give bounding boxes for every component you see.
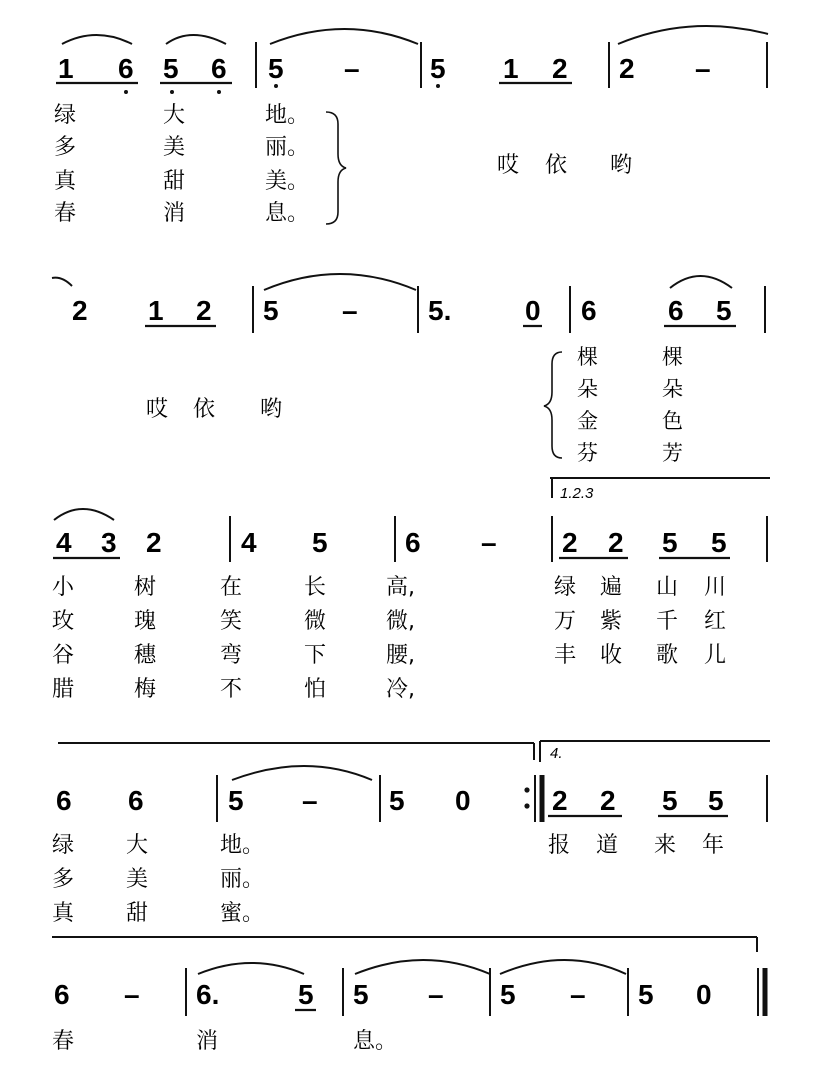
dot xyxy=(217,90,221,94)
lyric: 红 xyxy=(704,609,727,634)
lyric: 年 xyxy=(702,833,725,858)
lyric: 美。 xyxy=(265,169,310,194)
lyric: 芬 xyxy=(577,441,598,465)
lyric: 报 xyxy=(548,833,571,858)
lyric: 梅 xyxy=(134,677,157,702)
note: 1 xyxy=(58,53,74,84)
lyric: 真 xyxy=(54,169,77,194)
note: 5 xyxy=(298,979,314,1010)
refrain-lyric: 哎 xyxy=(497,153,520,178)
slur xyxy=(618,26,768,44)
lyric: 蜜。 xyxy=(220,901,265,926)
note: 2 xyxy=(619,53,635,84)
lyric: 小 xyxy=(52,575,75,600)
lyric: 道 xyxy=(596,833,619,858)
lyric: 大 xyxy=(126,833,149,858)
lyric: 穗 xyxy=(134,643,157,668)
system-4 xyxy=(52,741,770,926)
refrain-lyric: 哎 xyxy=(146,397,169,422)
dot xyxy=(124,90,128,94)
lyric: 棵 xyxy=(577,345,598,369)
lyric: 丽。 xyxy=(220,867,265,892)
left-brace xyxy=(544,352,562,458)
refrain-lyric: 依 xyxy=(193,397,216,422)
tie-continuation xyxy=(52,278,72,286)
slur xyxy=(198,963,304,974)
lyric: 消 xyxy=(196,1029,219,1054)
note: 2 xyxy=(562,527,578,558)
note: 5 xyxy=(430,53,446,84)
lyric: 微, xyxy=(386,609,415,634)
lyric: 微 xyxy=(304,609,327,634)
note: 0 xyxy=(525,295,541,326)
lyric: 绿 xyxy=(54,103,77,128)
lyric: 棵 xyxy=(662,345,683,369)
lyric: 紫 xyxy=(600,609,623,634)
note: – xyxy=(342,295,358,326)
lyric: 长 xyxy=(304,575,327,600)
lyric: 绿 xyxy=(554,575,577,600)
note: 5. xyxy=(428,295,452,326)
dot xyxy=(274,84,278,88)
lyric: 朵 xyxy=(577,377,598,401)
note: 6 xyxy=(128,785,144,816)
slur xyxy=(54,509,114,520)
note: 5 xyxy=(662,527,678,558)
note: 5 xyxy=(708,785,724,816)
lyric: 美 xyxy=(163,135,186,160)
lyric: 朵 xyxy=(662,377,683,401)
note: 2 xyxy=(72,295,88,326)
note: 5 xyxy=(711,527,727,558)
note: 2 xyxy=(608,527,624,558)
note: 5 xyxy=(716,295,732,326)
lyric: 春 xyxy=(52,1029,75,1054)
lyric: 春 xyxy=(54,201,77,226)
note: 2 xyxy=(552,785,568,816)
refrain-lyric: 哟 xyxy=(260,397,283,422)
lyric: 金 xyxy=(577,409,598,433)
note: – xyxy=(124,979,140,1010)
lyric: 丰 xyxy=(554,643,577,668)
lyric: 甜 xyxy=(126,901,149,926)
lyric: 息。 xyxy=(265,201,310,226)
note: – xyxy=(481,527,497,558)
lyric: 下 xyxy=(304,643,327,668)
note: 5 xyxy=(163,53,179,84)
right-brace xyxy=(326,112,346,224)
note: 5 xyxy=(228,785,244,816)
dot xyxy=(170,90,174,94)
note: 2 xyxy=(146,527,162,558)
lyric: 大 xyxy=(163,103,186,128)
lyric: 高, xyxy=(386,575,415,600)
lyric: 真 xyxy=(52,901,75,926)
slur xyxy=(232,766,372,780)
lyric: 美 xyxy=(126,867,149,892)
note: – xyxy=(570,979,586,1010)
note: 0 xyxy=(455,785,471,816)
note: 5 xyxy=(312,527,328,558)
system-3 xyxy=(52,478,770,702)
note: 0 xyxy=(696,979,712,1010)
note: 6. xyxy=(196,979,220,1010)
note: 5 xyxy=(500,979,516,1010)
note: – xyxy=(302,785,318,816)
lyric: 色 xyxy=(662,409,683,433)
lyric: 弯 xyxy=(220,643,243,668)
lyric: 川 xyxy=(704,575,727,600)
lyric: 腊 xyxy=(52,677,75,702)
lyric: 儿 xyxy=(704,643,727,668)
note: 6 xyxy=(56,785,72,816)
lyric: 丽。 xyxy=(265,135,310,160)
note: 5 xyxy=(638,979,654,1010)
slur xyxy=(355,960,490,974)
note: 1 xyxy=(503,53,519,84)
note: 6 xyxy=(581,295,597,326)
lyric: 瑰 xyxy=(134,609,157,634)
note: 5 xyxy=(268,53,284,84)
slur xyxy=(500,960,626,974)
lyric: 笑 xyxy=(220,609,243,634)
note: 3 xyxy=(101,527,117,558)
repeat-dot xyxy=(524,803,529,808)
lyric: 收 xyxy=(600,643,623,668)
note: 2 xyxy=(196,295,212,326)
lyric: 地。 xyxy=(220,833,265,858)
note: 1 xyxy=(148,295,164,326)
lyric: 绿 xyxy=(52,833,75,858)
lyric: 树 xyxy=(134,575,157,600)
lyric: 冷, xyxy=(386,677,415,702)
dot xyxy=(436,84,440,88)
note: 6 xyxy=(54,979,70,1010)
note: 5 xyxy=(662,785,678,816)
lyric: 甜 xyxy=(163,169,186,194)
lyric: 怕 xyxy=(304,677,327,702)
lyric: 消 xyxy=(163,201,186,226)
slur xyxy=(670,276,732,288)
note: 5 xyxy=(263,295,279,326)
system-2 xyxy=(52,274,765,465)
system-5 xyxy=(52,937,765,1054)
lyric: 玫 xyxy=(52,609,75,634)
lyric: 在 xyxy=(220,575,243,600)
slur xyxy=(264,274,416,290)
note: – xyxy=(695,53,711,84)
refrain-lyric: 哟 xyxy=(610,153,633,178)
lyric: 息。 xyxy=(353,1029,398,1054)
lyric: 地。 xyxy=(265,103,310,128)
note: 2 xyxy=(600,785,616,816)
lyric: 来 xyxy=(654,833,677,858)
slur xyxy=(166,35,226,44)
volta-label: 4. xyxy=(550,745,563,762)
slur xyxy=(62,35,132,44)
note: – xyxy=(428,979,444,1010)
note: 4 xyxy=(241,527,257,558)
note: 6 xyxy=(118,53,134,84)
note: 2 xyxy=(552,53,568,84)
repeat-dot xyxy=(524,787,529,792)
note: 6 xyxy=(211,53,227,84)
lyric: 千 xyxy=(656,609,679,634)
lyric: 多 xyxy=(52,867,75,892)
lyric: 遍 xyxy=(600,575,623,600)
note: 6 xyxy=(668,295,684,326)
lyric: 腰, xyxy=(386,643,415,668)
lyric: 谷 xyxy=(52,643,75,668)
note: 4 xyxy=(56,527,72,558)
note: 5 xyxy=(353,979,369,1010)
lyric: 山 xyxy=(656,575,679,600)
note: 5 xyxy=(389,785,405,816)
lyric: 芳 xyxy=(662,441,683,465)
refrain-lyric: 依 xyxy=(545,153,568,178)
note: 6 xyxy=(405,527,421,558)
system-1 xyxy=(54,26,768,226)
note: – xyxy=(344,53,360,84)
volta-label: 1.2.3 xyxy=(560,485,594,502)
lyric: 多 xyxy=(54,135,77,160)
lyric: 万 xyxy=(554,609,577,634)
slur xyxy=(270,29,418,44)
lyric: 歌 xyxy=(656,643,679,668)
lyric: 不 xyxy=(220,677,243,702)
